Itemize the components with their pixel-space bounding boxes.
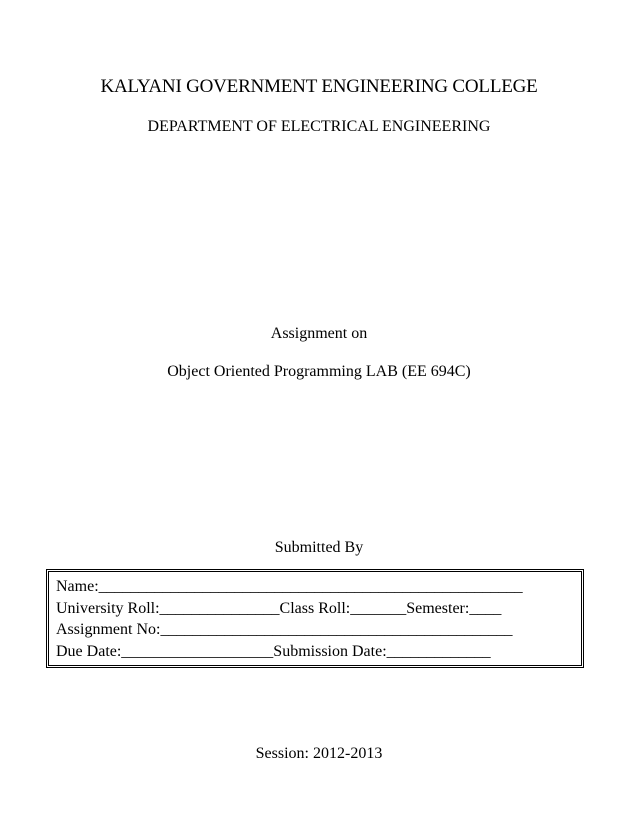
submitted-by-heading: Submitted By — [274, 539, 364, 556]
assignment-intro: Assignment on — [270, 325, 368, 342]
college-name: KALYANI GOVERNMENT ENGINEERING COLLEGE — [100, 76, 538, 97]
student-info-box — [46, 569, 584, 668]
session-text: Session: 2012-2013 — [255, 745, 383, 762]
course-title: Object Oriented Programming LAB (EE 694C) — [167, 363, 471, 380]
dates-field: Due Date:___________________Submission Date:_____________ — [56, 642, 491, 660]
department-name: DEPARTMENT OF ELECTRICAL ENGINEERING — [147, 118, 491, 135]
assignment-number-field: Assignment No:____________________________________________ — [56, 621, 513, 638]
roll-semester-field: University Roll:_______________Class Roll:_______Semester:____ — [56, 599, 502, 617]
name-field: Name:_____________________________________________________ — [56, 578, 523, 595]
